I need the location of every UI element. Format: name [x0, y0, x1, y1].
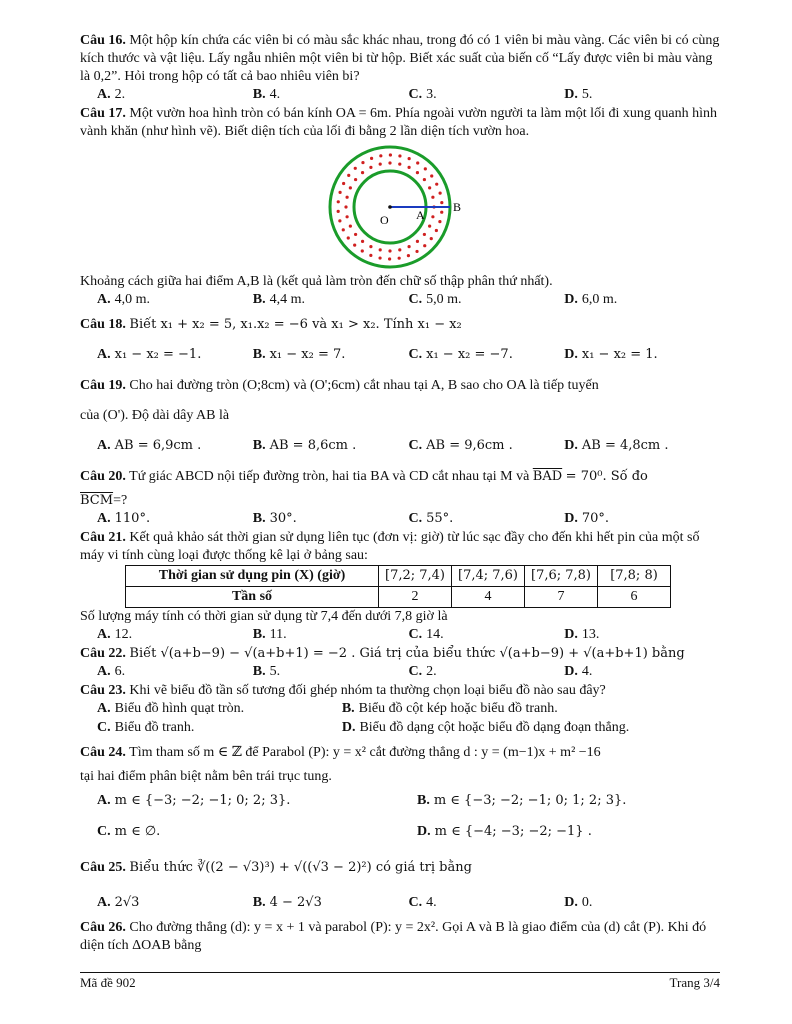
question-text: Cho đường thẳng (d): y = x + 1 và parabol (P): y = 2x². Gọi A và B là giao điểm của (d) cắt (P). Khi đó diện tích ΔOAB bằng: [80, 920, 707, 953]
path-dot: [408, 157, 411, 160]
path-dot: [415, 250, 418, 253]
path-dot: [338, 191, 341, 194]
option-c[interactable]: C. AB = 9,6cm .: [408, 438, 513, 453]
path-dot: [378, 256, 381, 259]
path-dot: [435, 183, 438, 186]
path-dot: [398, 248, 401, 251]
question-text: Khi vẽ biểu đồ tần số tương đối ghép nhóm ta thường chọn loại biểu đồ nào sau đây?: [129, 683, 606, 698]
question-text: Tứ giác ABCD nội tiếp đường tròn, hai tia BA và CD cắt nhau tại M và: [129, 469, 530, 484]
path-dot: [354, 167, 357, 170]
path-dot: [416, 161, 419, 164]
path-dot: [349, 186, 352, 189]
path-dot: [361, 161, 364, 164]
path-dot: [398, 154, 401, 157]
option-d[interactable]: D. 4.: [564, 664, 593, 679]
path-dot: [349, 224, 352, 227]
table-cell: [7,6; 7,8): [525, 566, 598, 587]
answer-options: [97, 663, 720, 681]
option-a[interactable]: A. m ∈ {−3; −2; −1; 0; 2; 3}.: [97, 793, 291, 808]
option-a[interactable]: A. 12.: [97, 627, 133, 642]
option-d[interactable]: D. Biểu đồ dạng cột hoặc biểu đồ dạng đoạn thẳng.: [341, 720, 630, 735]
path-dot: [370, 157, 373, 160]
table-cell: [7,8; 8): [598, 566, 671, 587]
table-cell: [7,4; 7,6): [452, 566, 525, 587]
question-22: [80, 645, 720, 663]
question-text: Biết √(a+b−9) − √(a+b+1) = −2 . Giá trị của biểu thức √(a+b−9) + √(a+b+1) bằng: [129, 646, 685, 661]
option-b[interactable]: B. m ∈ {−3; −2; −1; 0; 1; 2; 3}.: [417, 793, 627, 808]
path-dot: [430, 237, 433, 240]
question-text: Biểu thức ∛((2 − √3)³) + √((√3 − 2)²) có giá trị bằng: [129, 860, 472, 875]
table-row: [126, 587, 671, 608]
path-dot: [440, 211, 443, 214]
path-dot: [388, 257, 391, 260]
path-dot: [435, 229, 438, 232]
path-dot: [346, 215, 349, 218]
option-c[interactable]: C. m ∈ ∅.: [97, 824, 161, 839]
path-dot: [423, 233, 426, 236]
path-dot: [346, 196, 349, 199]
option-c[interactable]: C. Biểu đồ tranh.: [97, 720, 195, 735]
path-dot: [353, 244, 356, 247]
page-number: Trang 3/4: [669, 975, 720, 990]
option-c[interactable]: C. 14.: [408, 627, 444, 642]
page-footer: [80, 972, 720, 991]
option-a[interactable]: A. 2√3: [97, 895, 140, 910]
question-16: [80, 32, 720, 86]
answer-options: [97, 786, 720, 816]
label-o: O: [380, 213, 389, 227]
frequency-table: [125, 565, 671, 608]
question-23: [80, 682, 720, 700]
table-cell: 7: [525, 587, 598, 608]
path-dot: [369, 254, 372, 257]
option-b[interactable]: B. 4 − 2√3: [252, 895, 322, 910]
exam-page: [80, 32, 720, 955]
answer-options: [97, 817, 720, 847]
table-row: [126, 566, 671, 587]
path-dot: [347, 236, 350, 239]
table-cell: 4: [452, 587, 525, 608]
answer-options: [97, 86, 720, 104]
path-dot: [379, 163, 382, 166]
option-c[interactable]: C. 3.: [408, 87, 437, 102]
question-text: Một vườn hoa hình tròn có bán kính OA = 6m. Phía ngoài vườn người ta làm một lối đi xung quanh hình vành khăn (như hình vẽ). Biết diện tích của lối đi bằng 2 lần diện tích vườn hoa.: [80, 106, 717, 139]
arc-bcm: $\overline{BCM}$: [80, 493, 114, 508]
option-a[interactable]: A. 4,0 m.: [97, 292, 151, 307]
path-dot: [369, 245, 372, 248]
option-c[interactable]: C. 55°.: [408, 511, 454, 526]
path-dot: [379, 248, 382, 251]
answer-options: [97, 719, 720, 737]
path-dot: [347, 174, 350, 177]
question-17: [80, 105, 720, 141]
option-b[interactable]: B. AB = 8,6cm .: [252, 438, 357, 453]
path-dot: [361, 249, 364, 252]
question-26: [80, 919, 720, 955]
question-24: [80, 738, 720, 768]
answer-options: [97, 431, 720, 461]
option-a[interactable]: A. Biểu đồ hình quạt tròn.: [97, 701, 245, 716]
path-dot: [379, 154, 382, 157]
option-d[interactable]: D. 6,0 m.: [564, 292, 618, 307]
arc-bad: $\overline{BAD}$: [532, 469, 563, 484]
path-dot: [438, 220, 441, 223]
option-a[interactable]: A. 6.: [97, 664, 126, 679]
path-dot: [354, 178, 357, 181]
question-number: Câu 22.: [80, 646, 126, 661]
option-d[interactable]: D. AB = 4,8cm .: [564, 438, 669, 453]
question-text: Cho hai đường tròn (O;8cm) và (O';6cm) cắt nhau tại A, B sao cho OA là tiếp tuyến: [129, 378, 599, 393]
answer-options: [97, 340, 720, 370]
path-dot: [428, 186, 431, 189]
option-c[interactable]: C. 5,0 m.: [408, 292, 462, 307]
question-number: Câu 16.: [80, 33, 126, 48]
path-dot: [424, 167, 427, 170]
question-number: Câu 25.: [80, 860, 126, 875]
path-dot: [337, 200, 340, 203]
option-a[interactable]: A. x₁ − x₂ = −1.: [97, 347, 202, 362]
option-b[interactable]: B. x₁ − x₂ = 7.: [252, 347, 346, 362]
question-19: [80, 371, 720, 401]
option-c[interactable]: C. x₁ − x₂ = −7.: [408, 347, 513, 362]
question-17-followup: Khoảng cách giữa hai điểm A,B là (kết quả làm tròn đến chữ số thập phân thứ nhất).: [80, 274, 553, 289]
path-dot: [407, 245, 410, 248]
path-dot: [416, 240, 419, 243]
path-dot: [428, 224, 431, 227]
option-d[interactable]: D. 70°.: [564, 511, 610, 526]
answer-options: [97, 510, 720, 528]
path-dot: [361, 171, 364, 174]
question-20-line2: $\overline{BCM}=$?: [80, 493, 128, 508]
question-number: Câu 18.: [80, 317, 126, 332]
path-dot: [423, 244, 426, 247]
annulus-diagram: [320, 145, 480, 269]
answer-options: [97, 700, 720, 718]
option-d[interactable]: D. m ∈ {−4; −3; −2; −1} .: [417, 824, 592, 839]
path-dot: [354, 233, 357, 236]
path-dot: [398, 257, 401, 260]
option-a[interactable]: A. 110°.: [97, 511, 151, 526]
path-dot: [440, 201, 443, 204]
option-a[interactable]: A. 2.: [97, 87, 126, 102]
question-number: Câu 21.: [80, 530, 126, 545]
table-header: Tần số: [126, 587, 379, 608]
question-21: [80, 529, 720, 565]
option-b[interactable]: B. 11.: [252, 627, 287, 642]
option-b[interactable]: B. 5.: [252, 664, 281, 679]
path-dot: [342, 182, 345, 185]
path-dot: [389, 153, 392, 156]
path-dot: [344, 205, 347, 208]
path-dot: [439, 192, 442, 195]
path-dot: [337, 210, 340, 213]
question-18: [80, 310, 720, 340]
option-d[interactable]: D. x₁ − x₂ = 1.: [564, 347, 658, 362]
exam-code: Mã đề 902: [80, 975, 136, 990]
option-a[interactable]: A. AB = 6,9cm .: [97, 438, 202, 453]
question-19-line2: của (O'). Độ dài dây AB là: [80, 408, 230, 423]
option-b[interactable]: B. 4,4 m.: [252, 292, 305, 307]
option-d[interactable]: D. 13.: [564, 627, 600, 642]
option-b[interactable]: B. 4.: [252, 87, 281, 102]
path-dot: [407, 254, 410, 257]
path-dot: [388, 161, 391, 164]
option-c[interactable]: C. 4.: [408, 895, 437, 910]
path-dot: [430, 174, 433, 177]
question-number: Câu 17.: [80, 106, 126, 121]
answer-options: [97, 888, 720, 918]
path-dot: [398, 163, 401, 166]
label-b: B: [453, 200, 462, 214]
question-21-followup: Số lượng máy tính có thời gian sử dụng từ 7,4 đến dưới 7,8 giờ là: [80, 609, 448, 624]
option-d[interactable]: D. 0.: [564, 895, 593, 910]
question-number: Câu 24.: [80, 745, 126, 760]
option-b[interactable]: B. Biểu đồ cột kép hoặc biểu đồ tranh.: [341, 701, 558, 716]
path-dot: [431, 196, 434, 199]
question-20: Câu 20. Tứ giác ABCD nội tiếp đường tròn, hai tia BA và CD cắt nhau tại M và $\overline{BAD} = 70^0$. Số đo: [80, 469, 648, 484]
path-dot: [407, 166, 410, 169]
table-cell: 2: [379, 587, 452, 608]
path-dot: [369, 166, 372, 169]
table-cell: 6: [598, 587, 671, 608]
label-a: A: [416, 208, 425, 222]
question-text: Biết x₁ + x₂ = 5, x₁.x₂ = −6 và x₁ > x₂. Tính x₁ − x₂: [129, 317, 462, 332]
question-25: [80, 848, 720, 888]
path-dot: [338, 219, 341, 222]
path-dot: [342, 228, 345, 231]
path-dot: [416, 171, 419, 174]
question-24-line2: tại hai điểm phân biệt nằm bên trái trục tung.: [80, 769, 332, 784]
answer-options: [97, 626, 720, 644]
annulus-figure: [80, 145, 720, 269]
option-b[interactable]: B. 30°.: [252, 511, 297, 526]
path-dot: [431, 215, 434, 218]
question-text: Một hộp kín chứa các viên bi có màu sắc khác nhau, trong đó có 1 viên bi màu vàng. Các viên bi có cùng kích thước và vật liệu. Lấy ngẫu nhiên một viên bi từ hộp. Biết xác suất của biến cố “Lấy được viên bi màu vàng là 0,2”. Hỏi trong hộp có tất cả bao nhiêu viên bi?: [80, 33, 720, 84]
table-cell: [7,2; 7,4): [379, 566, 452, 587]
question-text: Tìm tham số m ∈ ℤ để Parabol (P): y = x² cắt đường thẳng d : y = (m−1)x + m² −16: [129, 745, 601, 760]
question-text: Kết quả khảo sát thời gian sử dụng liên tục (đơn vị: giờ) từ lúc sạc đầy cho đến khi hết pin của một số máy vi tính cùng loại được thống kê lại ở bảng sau:: [80, 530, 700, 563]
option-c[interactable]: C. 2.: [408, 664, 437, 679]
path-dot: [423, 178, 426, 181]
answer-options: [97, 291, 720, 309]
question-number: Câu 23.: [80, 683, 126, 698]
table-header: Thời gian sử dụng pin (X) (giờ): [126, 566, 379, 587]
option-d[interactable]: D. 5.: [564, 87, 593, 102]
question-number: Câu 20.: [80, 469, 126, 484]
path-dot: [388, 249, 391, 252]
question-number: Câu 19.: [80, 378, 126, 393]
path-dot: [361, 240, 364, 243]
question-number: Câu 26.: [80, 920, 126, 935]
